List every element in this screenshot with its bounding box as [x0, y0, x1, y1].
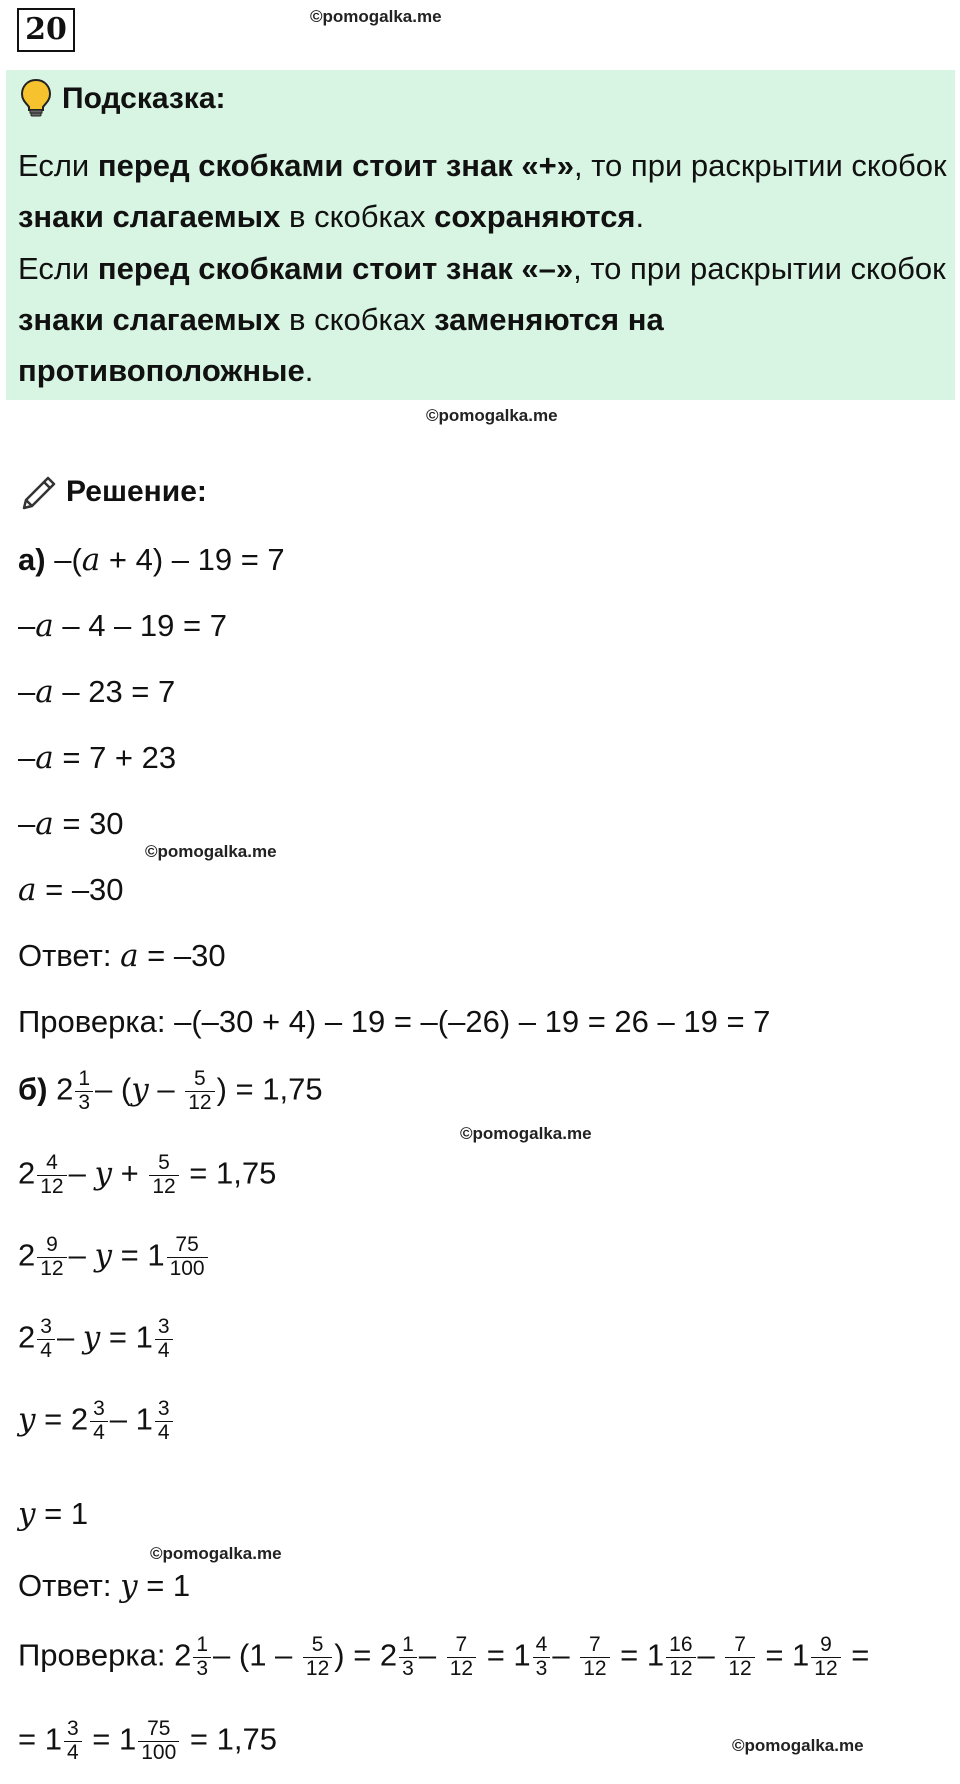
fraction: $\frac{3}{4}$	[64, 1718, 82, 1764]
fraction: $\frac{3}{4}$	[90, 1398, 108, 1444]
lightbulb-icon	[20, 78, 52, 118]
fraction: $\frac{3}{4}$	[37, 1316, 55, 1362]
part-a-answer: Ответ: a = –30	[18, 938, 226, 974]
part-b-line-2: 2 $\frac{4}{12}$ – y + $\frac{5}{12}$ = 1,75	[18, 1151, 277, 1198]
pencil-icon	[18, 470, 62, 514]
fraction: $\frac{7}{12}$	[447, 1634, 476, 1680]
fraction: $\frac{75}{100}$	[167, 1234, 208, 1280]
hint-rule-plus: Если перед скобками стоит знак «+», то при раскрытии скобок знаки слагаемых в скобках сохраняются.	[18, 148, 947, 234]
fraction: $\frac{7}{12}$	[725, 1634, 754, 1680]
part-a-line-6: a = –30	[18, 872, 124, 908]
part-b-check-1: Проверка: 2 $\frac{1}{3}$ – (1 – $\frac{5}{12}$ ) = 2 $\frac{1}{3}$ – $\frac{7}{12}$ = 1 $\frac{4}{3}$ – $\frac{7}{12}$ = 1 $\frac{16}{12}$ – $\frac{7}{12}$ = 1 $\frac{9}{12}$ =	[18, 1633, 870, 1680]
part-b-line-4: 2 $\frac{3}{4}$ – y = 1 $\frac{3}{4}$	[18, 1316, 175, 1362]
fraction: $\frac{75}{100}$	[138, 1718, 179, 1764]
fraction: $\frac{3}{4}$	[155, 1398, 173, 1444]
fraction: $\frac{9}{12}$	[37, 1234, 66, 1280]
part-b-line-3: 2 $\frac{9}{12}$ – y = 1 $\frac{75}{100}$	[18, 1234, 210, 1280]
hint-title: Подсказка:	[62, 82, 226, 115]
fraction: $\frac{3}{4}$	[155, 1316, 173, 1362]
solution-title: Решение:	[66, 475, 207, 508]
fraction: $\frac{16}{12}$	[666, 1634, 695, 1680]
fraction: $\frac{1}{3}$	[75, 1068, 93, 1114]
part-a-line-4: –a = 7 + 23	[18, 740, 177, 776]
fraction: $\frac{7}{12}$	[580, 1634, 609, 1680]
watermark: ©pomogalka.me	[150, 1544, 282, 1563]
fraction: $\frac{1}{3}$	[399, 1634, 417, 1680]
fraction: $\frac{5}{12}$	[149, 1152, 178, 1198]
part-a-check: Проверка: –(–30 + 4) – 19 = –(–26) – 19 = 26 – 19 = 7	[18, 1004, 771, 1039]
fraction: $\frac{4}{12}$	[37, 1152, 66, 1198]
fraction: $\frac{1}{3}$	[193, 1634, 211, 1680]
fraction: $\frac{9}{12}$	[811, 1634, 840, 1680]
part-b-label: б)	[18, 1071, 48, 1107]
watermark: ©pomogalka.me	[732, 1736, 864, 1755]
part-a-line-5: –a = 30	[18, 806, 124, 842]
hint-rule-minus: Если перед скобками стоит знак «–», то при раскрытии скобок знаки слагаемых в скобках заменяются на противоположные.	[18, 251, 946, 388]
part-b-line-6: y = 1	[18, 1496, 89, 1532]
watermark: ©pomogalka.me	[145, 842, 277, 861]
task-number: 20	[17, 8, 75, 52]
part-a-line-3: –a – 23 = 7	[18, 674, 176, 710]
part-b-line-1: б) 2 $\frac{1}{3}$ – (y – $\frac{5}{12}$ ) = 1,75	[18, 1067, 323, 1114]
fraction: $\frac{5}{12}$	[303, 1634, 332, 1680]
part-b-check-2: = 1 $\frac{3}{4}$ = 1 $\frac{75}{100}$ = 1,75	[18, 1717, 277, 1764]
part-a-line-2: –a – 4 – 19 = 7	[18, 608, 227, 644]
part-b-line-5: y = 2 $\frac{3}{4}$ – 1 $\frac{3}{4}$	[18, 1398, 175, 1444]
part-a-line-1: а) –(a + 4) – 19 = 7	[18, 542, 285, 578]
watermark: ©pomogalka.me	[310, 7, 442, 26]
fraction: $\frac{4}{3}$	[533, 1634, 551, 1680]
fraction: $\frac{5}{12}$	[185, 1068, 214, 1114]
watermark: ©pomogalka.me	[426, 406, 558, 425]
part-a-label: а)	[18, 542, 46, 577]
part-b-answer: Ответ: y = 1	[18, 1568, 191, 1604]
watermark: ©pomogalka.me	[460, 1124, 592, 1143]
